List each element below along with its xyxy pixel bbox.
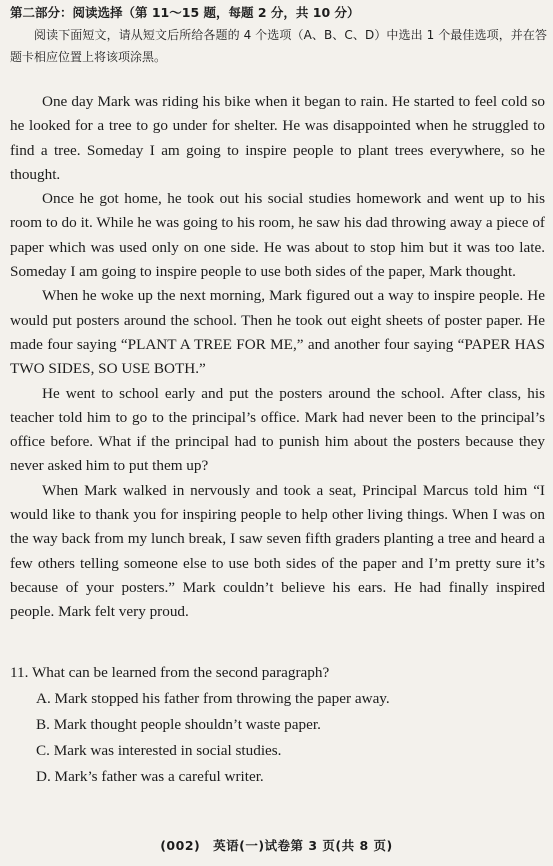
reading-passage <box>10 90 545 625</box>
passage-paragraph-2: Once he got home, he took out his social studies homework and went up to his room to do it. While he was going to his room, he saw his dad throwing away a piece of paper which was used only on one side. He was about to stop him but it was too late. Someday I am going to inspire people to use both sides of the paper, Mark thought. <box>10 190 545 281</box>
passage-paragraph-4: He went to school early and put the posters around the school. After class, his teacher told him to go to the principal’s office. Mark had never been to the principal’s office before. What if the principal had to punish him about the posters because they never asked him to put them up? <box>10 384 545 475</box>
page-footer <box>0 836 553 854</box>
question-stem: 11. What can be learned from the second paragraph? <box>10 664 330 681</box>
instructions: 阅读下面短文，请从短文后所给各题的 4 个选项（A、B、C、D）中选出 1 个最佳选项，并在答题卡相应位置上将该项涂黑。 <box>10 28 547 64</box>
question-11 <box>10 660 545 790</box>
option-a: A. Mark stopped his father from throwing the paper away. <box>36 690 390 707</box>
section-header: 第二部分：阅读选择（第 11～15 题，每题 2 分，共 10 分） <box>10 5 360 20</box>
option-d: D. Mark’s father was a careful writer. <box>36 768 264 785</box>
passage-paragraph-1: One day Mark was riding his bike when it began to rain. He started to feel cold so he looked for a tree to go under for shelter. He was disappointed when he struggled to find a tree. Someday I am going to inspire people to plant trees everywhere, so he thought. <box>10 93 545 183</box>
option-b: B. Mark thought people shouldn’t waste paper. <box>36 716 321 733</box>
paper-code: (002) <box>160 838 201 853</box>
passage-paragraph-3: When he woke up the next morning, Mark figured out a way to inspire people. He would put posters around the school. Then he took out eight sheets of poster paper. He made four saying “PLANT A TREE FOR ME,” and another four saying “PAPER HAS TWO SIDES, SO USE BOTH.” <box>10 287 545 378</box>
option-c: C. Mark was interested in social studies. <box>36 742 282 759</box>
passage-paragraph-5: When Mark walked in nervously and took a seat, Principal Marcus told him “I would like to thank you for inspiring people to help other living things. When I was on the way back from my lunch break, I saw seven fifth graders planting a tree and heard a few others telling someone else to use both sides of the paper and I’m pretty sure it’s because of your posters.” Mark couldn’t believe his ears. He had finally inspired people. Mark felt very proud. <box>10 481 545 621</box>
page-info: 英语(一)试卷第 3 页(共 8 页) <box>213 838 393 853</box>
